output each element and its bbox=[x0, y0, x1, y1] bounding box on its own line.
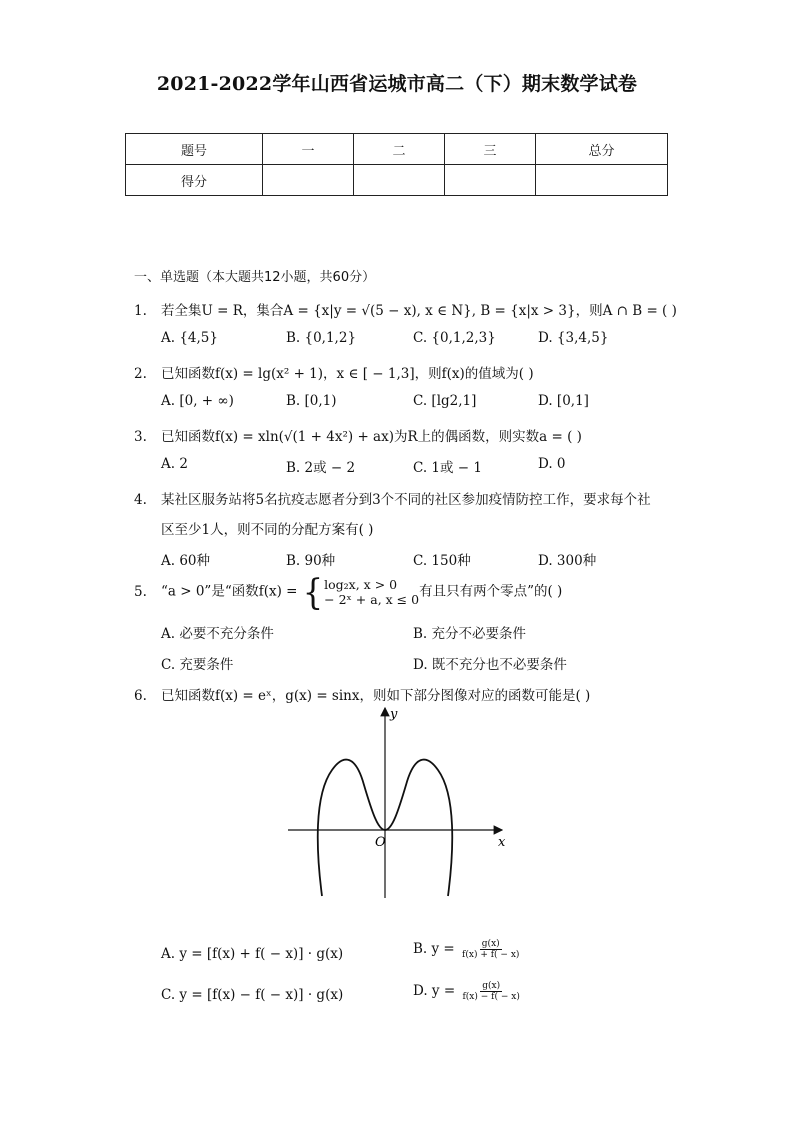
option-a[interactable]: A. y = [f(x) + f( − x)] · g(x) bbox=[161, 946, 344, 962]
table-cell: 总分 bbox=[536, 134, 668, 165]
option-a[interactable]: A. 60种 bbox=[161, 553, 211, 569]
question-number: 3. bbox=[134, 429, 147, 445]
question-5 bbox=[134, 571, 563, 613]
question-number: 5. bbox=[134, 583, 147, 600]
table-cell: 三 bbox=[445, 134, 536, 165]
option-label: B. y = bbox=[413, 941, 460, 957]
option-b[interactable]: B. 充分不必要条件 bbox=[413, 626, 527, 642]
table-cell[interactable] bbox=[354, 165, 445, 196]
question-2 bbox=[134, 362, 534, 382]
question-4 bbox=[134, 488, 651, 508]
option-a[interactable]: A. {4,5} bbox=[161, 330, 218, 346]
table-cell: 二 bbox=[354, 134, 445, 165]
numerator: g(x) bbox=[481, 939, 500, 949]
option-d[interactable]: D. [0,1] bbox=[538, 393, 589, 409]
option-a[interactable]: A. 2 bbox=[161, 456, 188, 472]
option-c[interactable]: C. 1或 − 1 bbox=[413, 460, 483, 476]
question-1 bbox=[134, 299, 677, 319]
question-text: 已知函数f(x) = xln(√(1 + 4x²) + ax)为R上的偶函数，则实数a = ( ) bbox=[161, 429, 582, 445]
option-a[interactable]: A. 必要不充分条件 bbox=[161, 626, 274, 642]
option-b[interactable]: B. 2或 − 2 bbox=[286, 460, 356, 476]
option-b[interactable]: B. {0,1,2} bbox=[286, 330, 357, 346]
question-text-continued: 区至少1人，则不同的分配方案有( ) bbox=[161, 522, 374, 538]
case-2: − 2ˣ + a, x ≤ 0 bbox=[324, 592, 420, 607]
option-c[interactable]: C. 充要条件 bbox=[161, 657, 234, 673]
x-axis-label: x bbox=[498, 835, 506, 850]
option-c[interactable]: C. 150种 bbox=[413, 553, 471, 569]
question-number: 1. bbox=[134, 303, 147, 319]
denominator: f(x) + f( − x) bbox=[462, 950, 520, 960]
question-number: 4. bbox=[134, 492, 147, 508]
question-text: 有且只有两个零点”的( ) bbox=[419, 583, 563, 600]
table-cell[interactable] bbox=[445, 165, 536, 196]
denominator: f(x) − f( − x) bbox=[462, 992, 520, 1002]
option-d[interactable]: D. 300种 bbox=[538, 553, 597, 569]
section-heading: 一、单选题（本大题共12小题，共60分） bbox=[134, 270, 376, 285]
question-text: “a > 0”是“函数f(x) = bbox=[161, 583, 302, 600]
piecewise-function bbox=[302, 571, 420, 613]
numerator: g(x) bbox=[482, 981, 501, 991]
table-cell: 一 bbox=[263, 134, 354, 165]
table-cell[interactable] bbox=[263, 165, 354, 196]
option-b[interactable]: B. [0,1) bbox=[286, 393, 337, 409]
table-row bbox=[126, 134, 668, 165]
question-text: 已知函数f(x) = lg(x² + 1)，x ∈ [ − 1,3]，则f(x)的值域为( ) bbox=[161, 366, 534, 382]
fraction bbox=[462, 939, 519, 960]
question-text: 若全集U = R，集合A = {x|y = √(5 − x), x ∈ N}, B = {x|x > 3}，则A ∩ B = ( ) bbox=[161, 303, 677, 319]
y-axis-label: y bbox=[390, 707, 398, 722]
option-label: D. y = bbox=[413, 983, 460, 999]
option-b[interactable]: B. 90种 bbox=[286, 553, 336, 569]
function-graph bbox=[280, 700, 510, 900]
option-d[interactable]: D. {3,4,5} bbox=[538, 330, 609, 346]
option-b[interactable] bbox=[413, 939, 519, 960]
option-c[interactable]: C. {0,1,2,3} bbox=[413, 330, 496, 346]
question-text: 某社区服务站将5名抗疫志愿者分到3个不同的社区参加疫情防控工作，要求每个社 bbox=[161, 492, 651, 508]
option-a[interactable]: A. [0, + ∞) bbox=[161, 393, 234, 409]
option-d[interactable]: D. 0 bbox=[538, 456, 566, 472]
case-1: log₂x, x > 0 bbox=[324, 577, 398, 592]
question-text: 已知函数f(x) = eˣ，g(x) = sinx，则如下部分图像对应的函数可能是( ) bbox=[161, 688, 591, 704]
origin-label: O bbox=[375, 835, 386, 850]
question-number: 2. bbox=[134, 366, 147, 382]
question-number: 6. bbox=[134, 688, 147, 704]
table-cell[interactable] bbox=[536, 165, 668, 196]
table-cell: 题号 bbox=[126, 134, 263, 165]
option-c[interactable]: C. y = [f(x) − f( − x)] · g(x) bbox=[161, 987, 344, 1003]
question-3 bbox=[134, 425, 582, 445]
table-cell: 得分 bbox=[126, 165, 263, 196]
option-d[interactable] bbox=[413, 981, 520, 1002]
page-title: 2021-2022学年山西省运城市高二（下）期末数学试卷 bbox=[156, 73, 638, 95]
option-d[interactable]: D. 既不充分也不必要条件 bbox=[413, 657, 567, 673]
table-row bbox=[126, 165, 668, 196]
fraction bbox=[462, 981, 519, 1002]
score-table bbox=[125, 133, 668, 196]
brace-symbol: { bbox=[302, 571, 324, 613]
option-c[interactable]: C. [lg2,1] bbox=[413, 393, 477, 409]
